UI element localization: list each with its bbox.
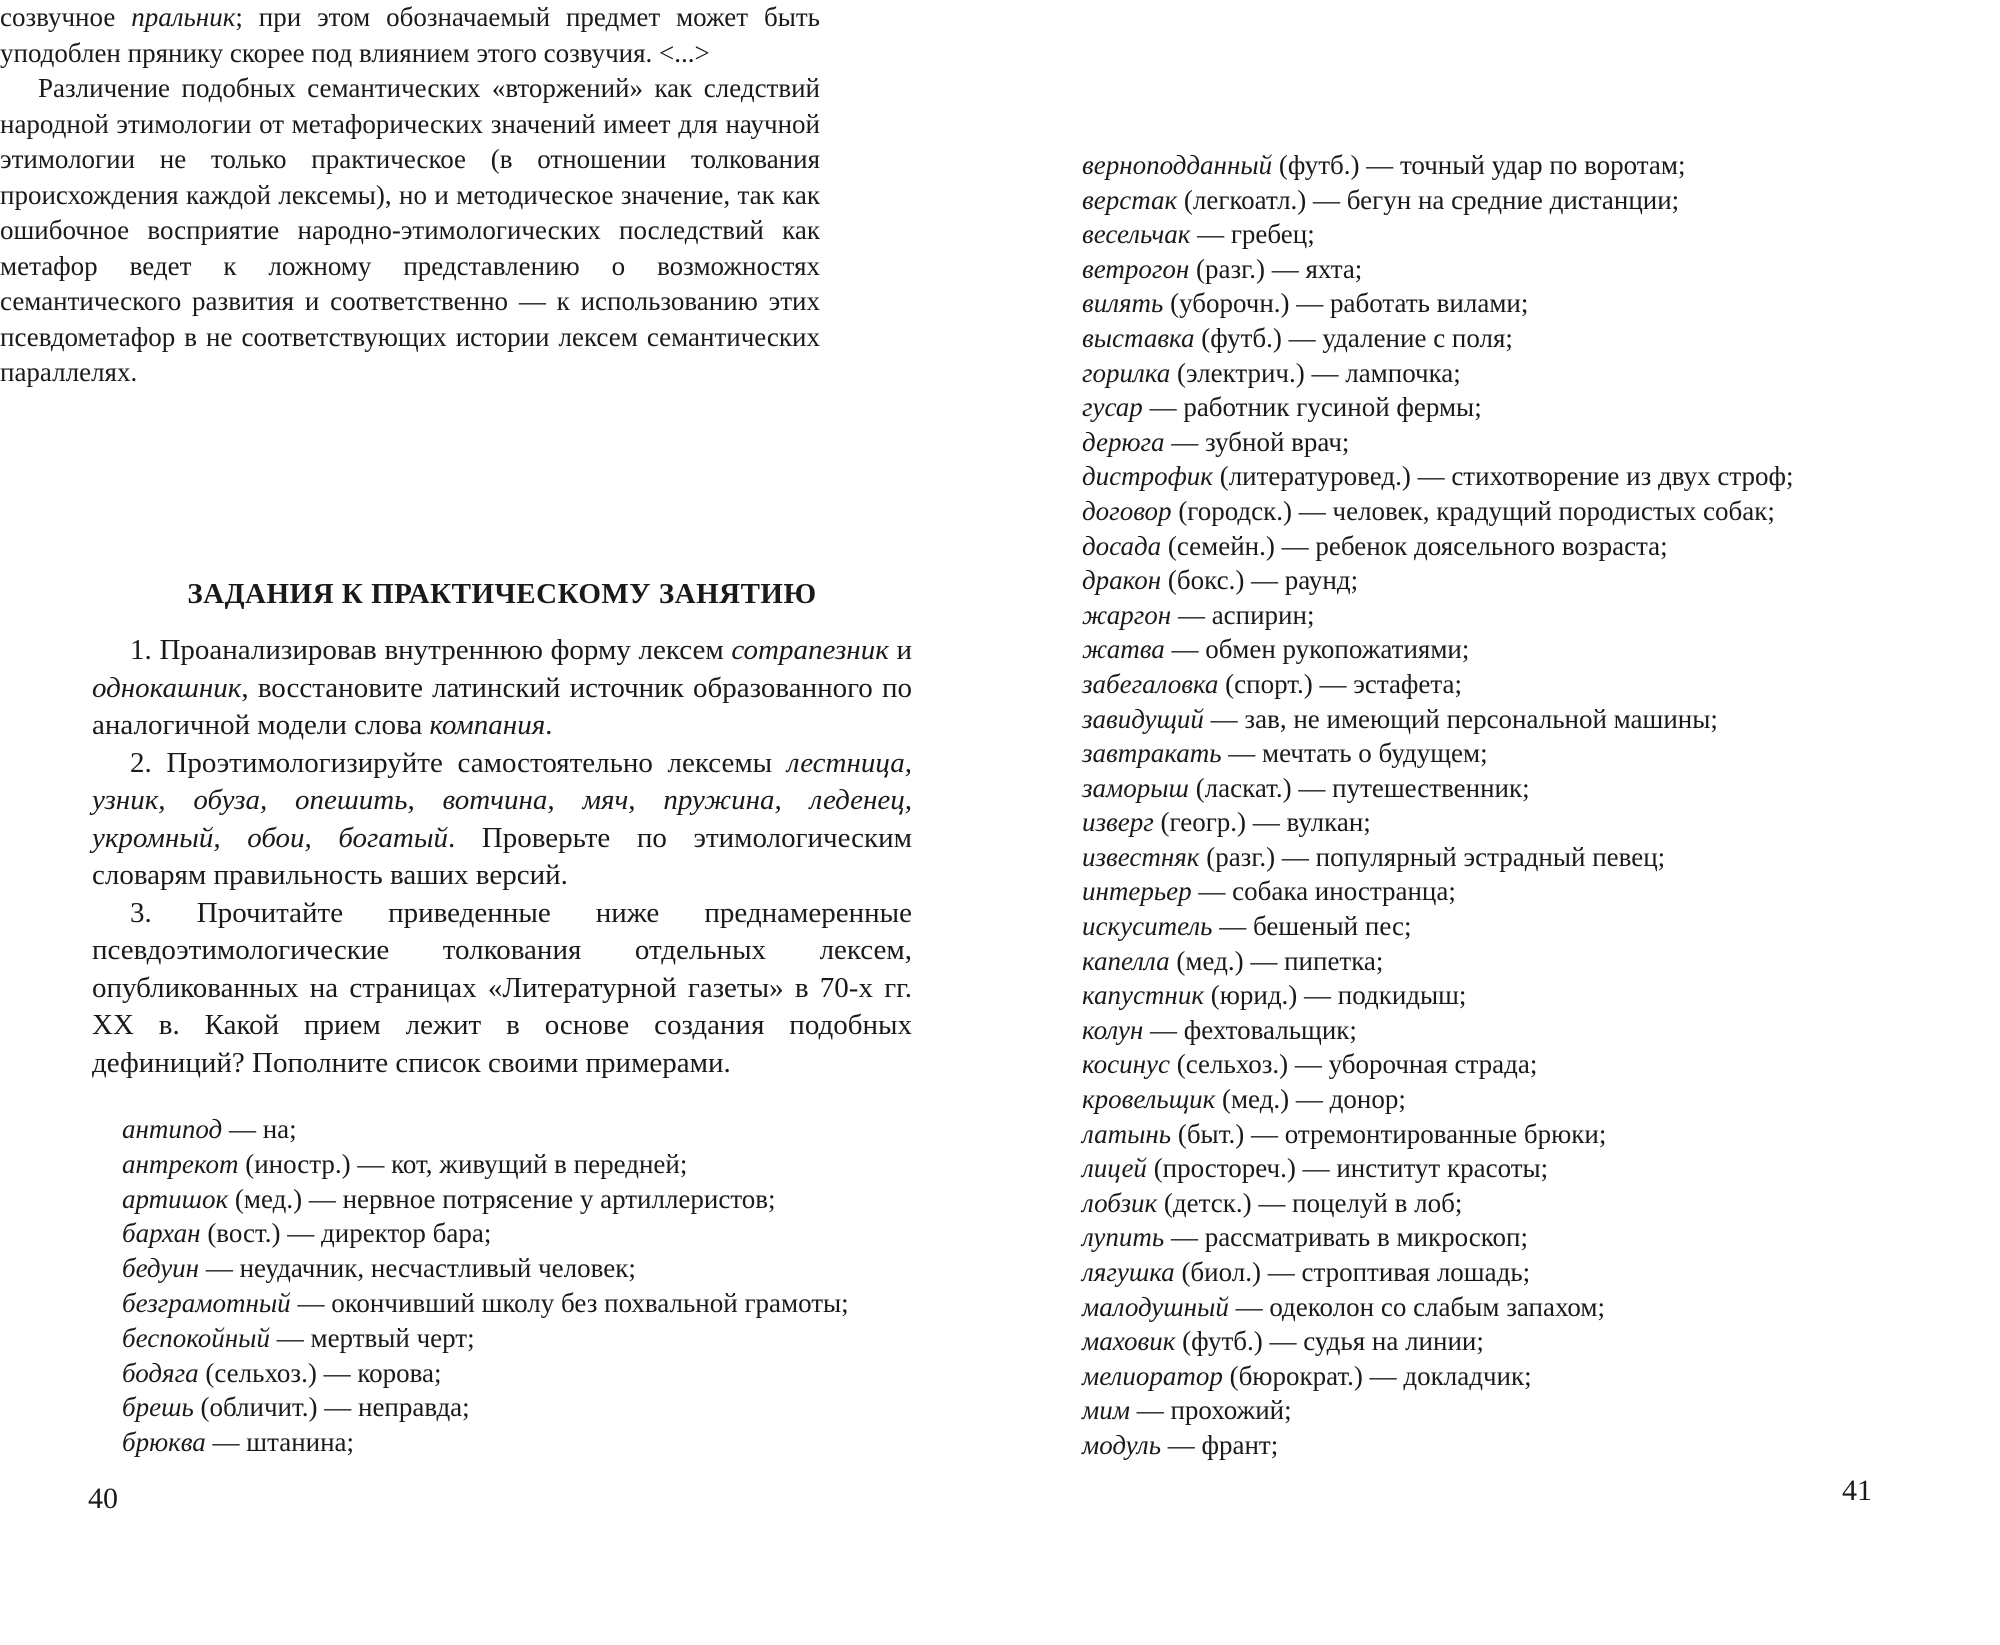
list-item <box>1082 944 1982 979</box>
entry-word: горилка <box>1082 357 1171 388</box>
list-item <box>122 1112 922 1147</box>
entry-word: капелла <box>1082 945 1170 976</box>
entry-word: досада <box>1082 530 1162 561</box>
list-item <box>1082 771 1982 806</box>
list-item <box>1082 702 1982 737</box>
entry-word: бедуин <box>122 1253 200 1284</box>
task-paragraph: 3. Прочитайте приведенные ниже преднамеренные псевдоэтимологические толкования отдельных лексем, опубликованных на страницах «Литературной газеты» в 70-х гг. XX в. Какой прием лежит в основе создания подобных дефиниций? Пополните список своими примерами. <box>92 896 912 1079</box>
entry-gloss: — мечтать о будущем; <box>1221 738 1488 769</box>
list-item <box>1082 840 1982 875</box>
task-paragraph: 2. Проэтимологизируйте самостоятельно лексемы лестница, узник, обуза, опешить, вотчина, мяч, пружина, леденец, укромный, обои, богатый. Проверьте по этимологическим словарям правильность ваших версий. <box>92 746 913 891</box>
entry-word: артишок <box>122 1183 229 1214</box>
entry-gloss: (семейн.) — ребенок доясельного возраста; <box>1161 530 1668 561</box>
entry-gloss: (детск.) — поцелуй в лоб; <box>1157 1187 1463 1218</box>
entry-gloss: (футб.) — удаление с поля; <box>1194 322 1513 353</box>
entry-gloss: — собака иностранца; <box>1191 876 1456 907</box>
list-item <box>122 1216 922 1251</box>
list-item <box>1082 874 1982 909</box>
list-item <box>1082 1393 1982 1428</box>
list-item <box>1082 909 1982 944</box>
entry-gloss: (мед.) — пипетка; <box>1169 945 1384 976</box>
italic-term: однокашник <box>92 671 242 704</box>
entry-gloss: (иностр.) — кот, живущий в передней; <box>238 1148 688 1179</box>
list-item <box>1082 978 1982 1013</box>
entry-gloss: — франт; <box>1161 1429 1279 1460</box>
list-item <box>1082 356 1982 391</box>
entry-gloss: — на; <box>222 1114 297 1144</box>
list-item <box>1082 563 1982 598</box>
list-item <box>1082 1428 1982 1463</box>
entry-gloss: — обмен рукопожатиями; <box>1164 634 1470 665</box>
entry-word: гусар <box>1082 392 1143 423</box>
entry-word: маховик <box>1082 1326 1176 1357</box>
section-heading: ЗАДАНИЯ К ПРАКТИЧЕСКОМУ ЗАНЯТИЮ <box>187 578 817 610</box>
italic-term: сотрапезник <box>731 634 889 666</box>
list-item <box>1082 1290 1982 1325</box>
definition-list-right <box>1082 148 1982 1463</box>
list-item <box>1082 1151 1982 1186</box>
list-item <box>1082 390 1982 425</box>
list-item <box>1082 1359 1982 1394</box>
entry-word: верстак <box>1082 184 1178 215</box>
list-item <box>1082 598 1982 633</box>
italic-term: пральник <box>131 2 236 32</box>
entry-word: беспокойный <box>122 1322 270 1353</box>
entry-word: бодяга <box>122 1357 199 1388</box>
entry-word: изверг <box>1082 807 1154 838</box>
list-item <box>1082 1047 1982 1082</box>
list-item <box>1082 148 1982 183</box>
intro-paragraph: созвучное пральник; при этом обозначаемый предмет может быть уподоблен прянику скорее под влиянием этого созвучия. <...> <box>0 2 820 68</box>
list-item <box>122 1425 922 1460</box>
entry-word: лицей <box>1082 1153 1147 1184</box>
entry-gloss: (бокс.) — раунд; <box>1161 565 1359 596</box>
entry-word: безграмотный <box>122 1287 291 1318</box>
entry-gloss: (литературовед.) — стихотворение из двух строф; <box>1212 461 1794 492</box>
entry-word: лупить <box>1082 1222 1165 1253</box>
entry-word: жаргон <box>1082 599 1172 630</box>
entry-word: вилять <box>1082 288 1164 319</box>
entry-word: колун <box>1082 1014 1144 1045</box>
entry-gloss: (электрич.) — лампочка; <box>1170 357 1461 388</box>
entry-word: модуль <box>1082 1429 1161 1460</box>
list-item <box>1082 183 1982 218</box>
entry-word: антипод <box>122 1114 223 1144</box>
list-item <box>1082 286 1982 321</box>
entry-word: капустник <box>1082 980 1204 1011</box>
italic-term: лестница, узник, обуза, опешить, вотчина, мяч, пружина, леденец, укромный, обои, богатый <box>92 746 912 854</box>
entry-gloss: — бешеный пес; <box>1212 911 1412 942</box>
entry-gloss: (бюрократ.) — докладчик; <box>1222 1360 1532 1391</box>
entry-word: завидущий <box>1082 703 1204 734</box>
intro-text <box>0 0 820 391</box>
page-number-right: 41 <box>1842 1474 1872 1507</box>
entry-word: известняк <box>1082 841 1200 872</box>
entry-gloss: (обличит.) — неправда; <box>193 1392 470 1423</box>
list-item <box>1082 1255 1982 1290</box>
entry-gloss: — аспирин; <box>1171 599 1315 630</box>
entry-gloss: (сельхоз.) — уборочная страда; <box>1169 1049 1538 1080</box>
tasks-text <box>92 632 912 1082</box>
entry-gloss: (футб.) — судья на линии; <box>1175 1326 1484 1357</box>
entry-gloss: — одеколон со слабым запахом; <box>1228 1291 1605 1322</box>
entry-word: завтракать <box>1082 738 1222 769</box>
entry-word: верноподданный <box>1082 150 1273 180</box>
entry-word: интерьер <box>1082 876 1192 907</box>
entry-gloss: (мед.) — донор; <box>1215 1084 1406 1115</box>
list-item <box>1082 1013 1982 1048</box>
entry-gloss: — штанина; <box>205 1427 355 1458</box>
list-item <box>1082 667 1982 702</box>
entry-word: лобзик <box>1082 1187 1158 1218</box>
list-item <box>122 1286 922 1321</box>
entry-word: брюква <box>122 1427 206 1458</box>
page-number-left: 40 <box>88 1482 118 1515</box>
entry-gloss: — фехтовальщик; <box>1143 1014 1357 1045</box>
entry-word: договор <box>1082 495 1172 526</box>
intro-paragraph: Различение подобных семантических «вторжений» как следствий народной этимологии от метафорических значений имеет для научной этимологии не только практическое (в отношении толкования происхождения каждой лексемы), но и методическое значение, так как ошибочное восприятие народно-этимологических последствий как метафор ведет к ложному представлению о возможностях семантического развития и соответственно — к использованию этих псевдометафор в не соответствующих истории лексем семантических параллелях. <box>0 73 820 387</box>
entry-gloss: — зубной врач; <box>1164 426 1350 457</box>
list-item <box>1082 1082 1982 1117</box>
entry-word: ветрогон <box>1082 253 1190 284</box>
entry-word: весельчак <box>1082 219 1191 250</box>
list-item <box>1082 459 1982 494</box>
entry-word: малодушный <box>1082 1291 1229 1322</box>
list-item <box>1082 805 1982 840</box>
entry-gloss: (уборочн.) — работать вилами; <box>1163 288 1529 319</box>
entry-gloss: (мед.) — нервное потрясение у артиллеристов; <box>228 1183 776 1214</box>
italic-term: компания <box>429 709 546 741</box>
entry-word: латынь <box>1082 1118 1172 1149</box>
entry-gloss: (городск.) — человек, крадущий породистых собак; <box>1171 495 1775 526</box>
task-paragraph: 1. Проанализировав внутреннюю форму лексем сотрапезник и однокашник, восстановите латинский источник образованного по аналогичной модели слова компания. <box>92 634 912 741</box>
entry-gloss: — зав, не имеющий персональной машины; <box>1203 703 1718 734</box>
entry-gloss: (футб.) — точный удар по воротам; <box>1272 150 1686 180</box>
list-item <box>1082 321 1982 356</box>
list-item <box>122 1390 922 1425</box>
list-item <box>1082 425 1982 460</box>
entry-gloss: (вост.) — директор бара; <box>200 1218 492 1249</box>
entry-gloss: (быт.) — отремонтированные брюки; <box>1171 1118 1607 1149</box>
entry-gloss: (сельхоз.) — корова; <box>198 1357 442 1388</box>
entry-gloss: — рассматривать в микроскоп; <box>1164 1222 1528 1253</box>
entry-word: антрекот <box>122 1148 239 1179</box>
entry-gloss: — неудачник, несчастливый человек; <box>199 1253 636 1284</box>
entry-word: косинус <box>1082 1049 1170 1080</box>
entry-word: дистрофик <box>1082 461 1213 492</box>
list-item <box>122 1321 922 1356</box>
entry-gloss: (юрид.) — подкидыш; <box>1203 980 1467 1011</box>
entry-gloss: (спорт.) — эстафета; <box>1218 668 1463 699</box>
entry-gloss: (разг.) — яхта; <box>1189 253 1363 284</box>
entry-word: дракон <box>1082 565 1162 596</box>
entry-word: забегаловка <box>1082 668 1219 699</box>
entry-gloss: (геогр.) — вулкан; <box>1153 807 1371 838</box>
list-item <box>1082 1324 1982 1359</box>
list-item <box>1082 1186 1982 1221</box>
definition-list-left <box>122 1112 922 1460</box>
entry-gloss: — гребец; <box>1190 219 1315 250</box>
list-item <box>1082 494 1982 529</box>
entry-word: бархан <box>122 1218 201 1249</box>
entry-gloss: (легкоатл.) — бегун на средние дистанции; <box>1177 184 1680 215</box>
entry-gloss: (биол.) — строптивая лошадь; <box>1174 1257 1531 1287</box>
entry-word: мим <box>1082 1395 1130 1426</box>
entry-word: искуситель <box>1082 911 1213 942</box>
entry-gloss: (ласкат.) — путешественник; <box>1188 772 1530 803</box>
entry-gloss: — окончивший школу без похвальной грамоты; <box>290 1287 849 1318</box>
entry-gloss: — мертвый черт; <box>269 1322 475 1353</box>
list-item <box>122 1251 922 1286</box>
entry-word: выставка <box>1082 322 1195 353</box>
entry-word: брешь <box>122 1392 194 1423</box>
list-item <box>122 1356 922 1391</box>
entry-word: лягушка <box>1082 1257 1175 1287</box>
list-item <box>122 1147 922 1182</box>
list-item <box>1082 1220 1982 1255</box>
list-item <box>1082 1117 1982 1152</box>
entry-gloss: — прохожий; <box>1129 1395 1292 1426</box>
list-item <box>1082 736 1982 771</box>
right-page <box>1000 0 2000 1645</box>
entry-gloss: (разг.) — популярный эстрадный певец; <box>1199 841 1666 872</box>
list-item <box>1082 252 1982 287</box>
entry-gloss: — работник гусиной фермы; <box>1142 392 1482 423</box>
entry-word: дерюга <box>1082 426 1165 457</box>
entry-gloss: (простореч.) — институт красоты; <box>1146 1153 1549 1184</box>
list-item <box>122 1182 922 1217</box>
entry-word: кровельщик <box>1082 1084 1216 1115</box>
entry-word: жатва <box>1082 634 1165 665</box>
list-item <box>1082 529 1982 564</box>
list-item <box>1082 217 1982 252</box>
list-item <box>1082 632 1982 667</box>
entry-word: мелиоратор <box>1082 1360 1223 1391</box>
entry-word: заморыш <box>1082 772 1189 803</box>
